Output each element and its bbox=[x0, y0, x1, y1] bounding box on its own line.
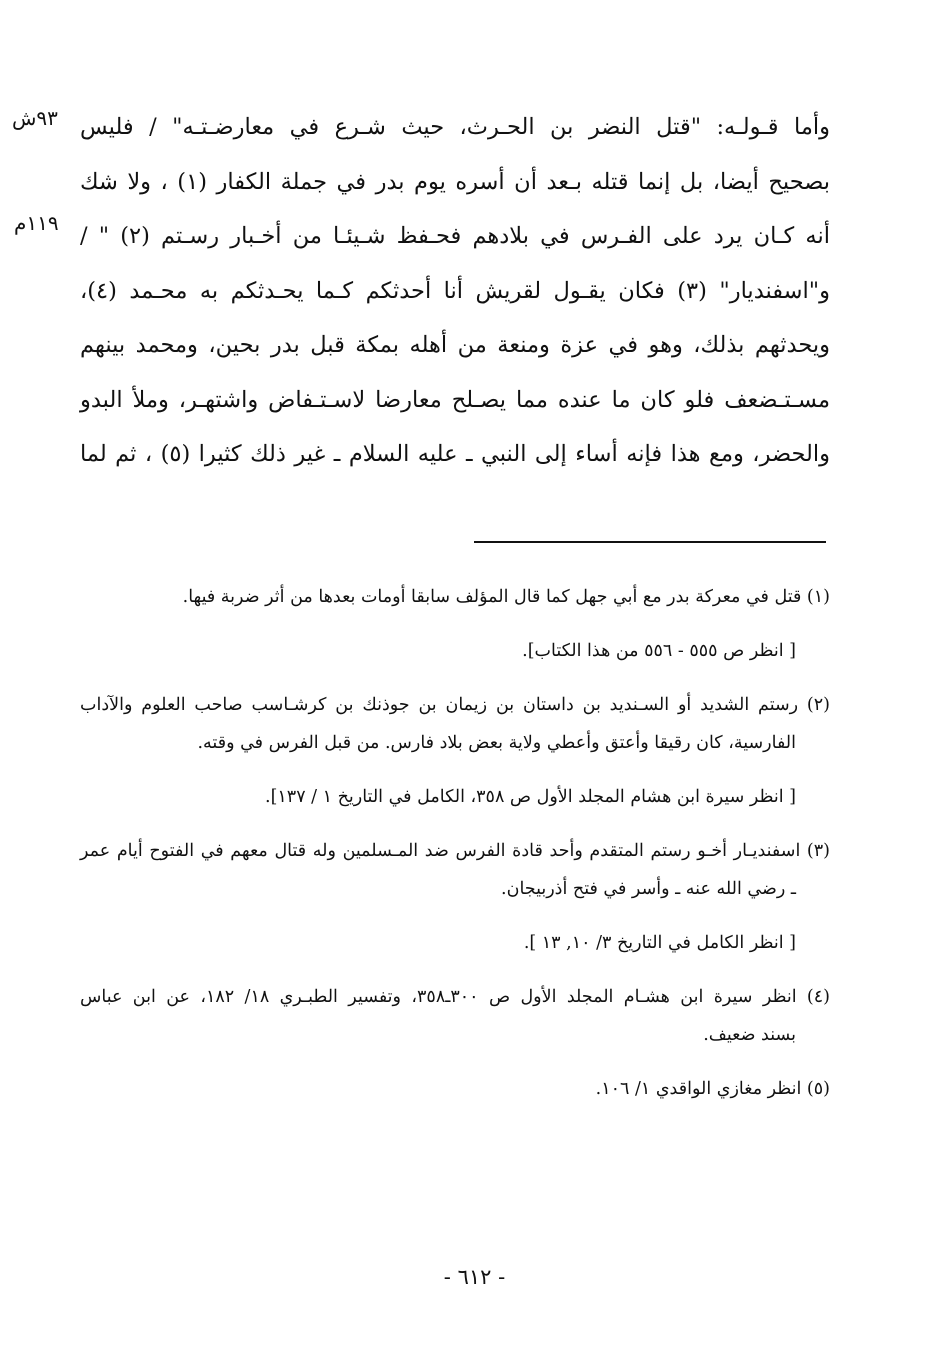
footnote-2-text-line-1: (٢) رستم الشديد أو السـنديد بن داستان بن زيمان بن جوذنك بن كرشـاسب صاحب العلوم والآداب bbox=[80, 695, 830, 715]
margin-reference-lower: ١١٩م bbox=[14, 211, 59, 235]
footnote-5 bbox=[80, 1070, 830, 1108]
footnote-3-citation: [ انظر الكامل في التاريخ ٣/ ١٠, ١٣ ]. bbox=[523, 933, 796, 953]
footnote-1-text: (١) قتل في معركة بدر مع أبي جهل كما قال المؤلف سابقا أومات بعدها من أثر ضربة فيها. bbox=[182, 587, 830, 607]
footnote-4 bbox=[80, 978, 830, 1054]
footnote-2 bbox=[80, 686, 830, 816]
footnote-2-text-line-2: الفارسية، كان رقيقا وأعتق وأعطي ولاية بعض بلاد فارس. من قبل الفرس في وقته. bbox=[197, 733, 796, 753]
body-line-3: أنه كـان يرد على الفـرس في بلادهم فحـفظ شـيئـا من أخـبار رسـتم (٢) " / bbox=[80, 223, 830, 249]
footnote-separator-rule bbox=[474, 541, 826, 543]
body-line-2: بصحيح أيضا، بل إنما قتله بـعد أن أسره يوم بدر في جملة الكفار (١) ، ولا شك bbox=[80, 168, 831, 195]
body-line-6: مسـتـضعف فلو كان ما عنده مما يصـلح معارضا لاسـتـفاض واشتهـر، وملأ البدو bbox=[80, 386, 830, 413]
footnote-2-citation: [ انظر سيرة ابن هشام المجلد الأول ص ٣٥٨، الكامل في التاريخ ١ / ١٣٧]. bbox=[265, 787, 796, 807]
margin-reference-top: ٩٣ش bbox=[12, 106, 58, 130]
footnote-4-text-line-2: بسند ضعيف. bbox=[703, 1025, 796, 1045]
page-number: - ٦١٢ - bbox=[443, 1265, 506, 1289]
footnote-4-text-line-1: (٤) انظر سيرة ابن هشـام المجلد الأول ص ٣٠٠ـ٣٥٨، وتفسير الطبـري ١٨/ ١٨٢، عن ابن عباس bbox=[80, 987, 830, 1007]
body-line-7: والحضر، ومع هذا فإنه أساء إلى النبي ـ عليه السلام ـ غير ذلك كثيرا (٥) ، ثم لما bbox=[80, 441, 830, 467]
body-line-1: وأما قـولـه: "قتل النضر بن الحـرث، حيث شـرع في معارضـتـه" / فليس bbox=[80, 114, 830, 140]
body-line-4: و"اسفنديار" (٣) فكان يقـول لقريش أنا أحدثكم كـما يحـدثكم به محـمد (٤)، bbox=[80, 277, 830, 304]
body-line-5: ويحدثهم بذلك، وهو في عزة ومنعة من أهله بمكة قبل بدر بحين، ومحمد بينهم bbox=[80, 332, 830, 358]
main-body-text bbox=[80, 100, 830, 482]
footnotes-section bbox=[80, 578, 830, 1108]
footnote-3 bbox=[80, 832, 830, 962]
footnote-5-text: (٥) انظر مغازي الواقدي ١/ ١٠٦. bbox=[595, 1079, 830, 1099]
footnote-1 bbox=[80, 578, 830, 670]
footnote-3-text-line-2: ـ رضي الله عنه ـ وأسر في فتح أذربيجان. bbox=[501, 879, 796, 899]
footnote-3-text-line-1: (٣) اسفنديـار أخـو رستم المتقدم وأحد قادة الفرس ضد المـسلمين وله قتال معهم في الفتوح أيام عمر bbox=[80, 841, 830, 861]
footnote-1-citation: [ انظر ص ٥٥٥ - ٥٥٦ من هذا الكتاب]. bbox=[522, 641, 796, 661]
